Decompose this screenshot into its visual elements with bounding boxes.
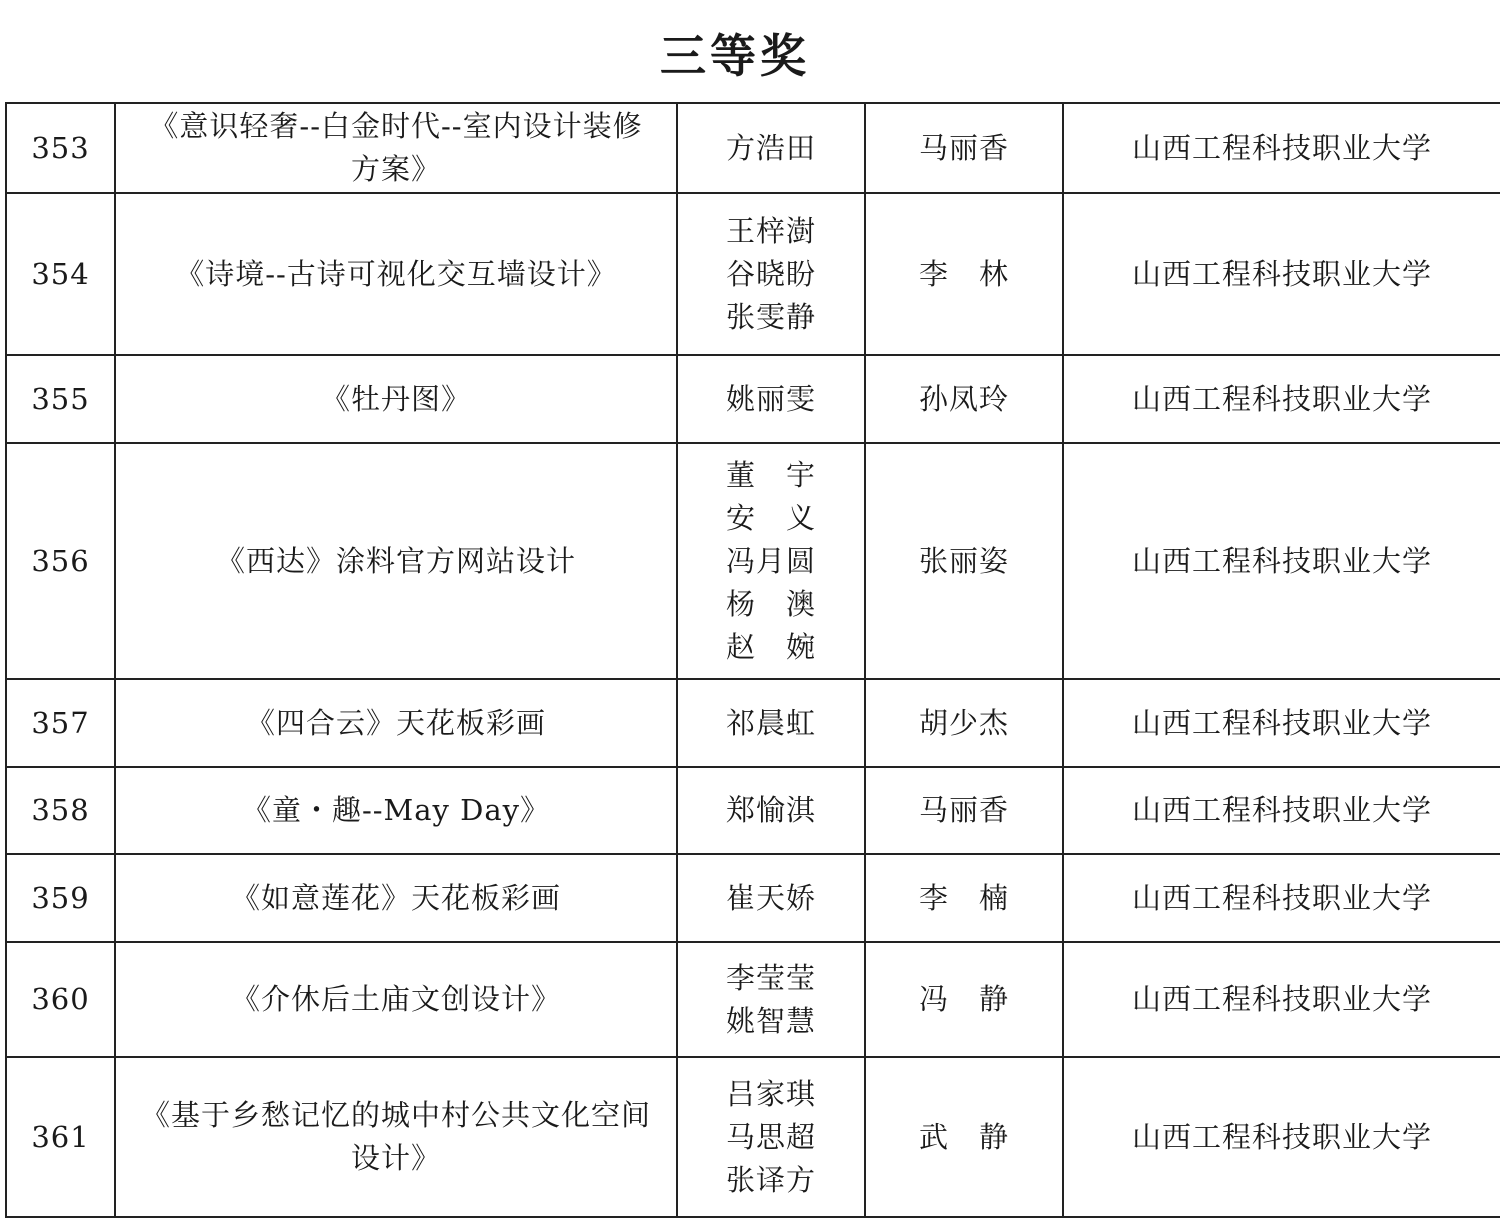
work-title-text: 《西达》涂料官方网站设计 [215,543,576,578]
author-name: 王梓澍 [725,213,816,248]
entry-number: 353 [6,103,115,193]
author-name: 董 宇 [725,457,816,492]
work-title [115,942,677,1057]
authors-cell [677,679,865,767]
authors-cell [677,767,865,854]
entry-number: 358 [6,767,115,854]
authors-cell [677,1057,865,1217]
author-name: 崔天娇 [725,880,816,915]
advisor-name: 马丽香 [865,103,1063,193]
work-title-text: 《意识轻奢--白金时代--室内设计装修方案》 [149,109,643,186]
entry-number: 361 [6,1057,115,1217]
author-name: 李莹莹 [725,960,816,995]
school-name: 山西工程科技职业大学 [1063,1057,1500,1217]
advisor-name: 张丽姿 [865,443,1063,679]
advisor-name: 李 楠 [865,854,1063,942]
entry-number: 360 [6,942,115,1057]
table-row [6,854,1500,942]
entry-number: 356 [6,443,115,679]
advisor-name: 李 林 [865,193,1063,355]
authors-cell [677,443,865,679]
table-row [6,679,1500,767]
table-row [6,355,1500,443]
work-title [115,767,677,854]
author-name: 安 义 [725,500,816,535]
table-row [6,942,1500,1057]
work-title [115,443,677,679]
work-title-text: 《介休后土庙文创设计》 [230,982,561,1016]
work-title [115,679,677,767]
table-row [6,103,1500,193]
advisor-name: 冯 静 [865,942,1063,1057]
work-title [115,103,677,193]
author-name: 姚智慧 [725,1003,816,1038]
author-name: 方浩田 [725,130,816,165]
work-title [115,1057,677,1217]
authors-cell [677,854,865,942]
advisor-name: 孙凤玲 [865,355,1063,443]
work-title-text: 《童・趣--May Day》 [241,793,551,827]
work-title-text: 《诗境--古诗可视化交互墙设计》 [175,256,617,291]
work-title-text: 《如意莲花》天花板彩画 [230,880,561,915]
author-name: 冯月圆 [725,543,816,578]
school-name: 山西工程科技职业大学 [1063,854,1500,942]
school-name: 山西工程科技职业大学 [1063,767,1500,854]
school-name: 山西工程科技职业大学 [1063,193,1500,355]
author-name: 张雯静 [725,299,816,334]
table-row [6,193,1500,355]
work-title [115,193,677,355]
author-name: 马思超 [725,1119,816,1154]
table-row [6,1057,1500,1217]
page-title: 三等奖 [660,29,810,83]
school-name: 山西工程科技职业大学 [1063,679,1500,767]
authors-cell [677,355,865,443]
school-name: 山西工程科技职业大学 [1063,103,1500,193]
author-name: 张译方 [725,1162,816,1197]
work-title-text: 《牡丹图》 [320,381,471,416]
advisor-name: 胡少杰 [865,679,1063,767]
authors-cell [677,942,865,1057]
authors-cell [677,193,865,355]
author-name: 祁晨虹 [725,705,816,740]
awards-table [5,102,1500,1218]
author-name: 谷晓盼 [725,256,816,291]
work-title [115,355,677,443]
author-name: 姚丽雯 [725,381,816,416]
school-name: 山西工程科技职业大学 [1063,443,1500,679]
school-name: 山西工程科技职业大学 [1063,355,1500,443]
author-name: 吕家琪 [725,1076,816,1111]
entry-number: 355 [6,355,115,443]
entry-number: 359 [6,854,115,942]
work-title-text: 《基于乡愁记忆的城中村公共文化空间设计》 [140,1098,651,1175]
advisor-name: 武 静 [865,1057,1063,1217]
school-name: 山西工程科技职业大学 [1063,942,1500,1057]
table-row [6,767,1500,854]
work-title [115,854,677,942]
work-title-text: 《四合云》天花板彩画 [245,705,546,740]
entry-number: 354 [6,193,115,355]
author-name: 赵 婉 [725,629,816,664]
author-name: 杨 澳 [725,586,816,621]
table-row [6,443,1500,679]
authors-cell [677,103,865,193]
author-name: 郑愉淇 [725,793,816,827]
entry-number: 357 [6,679,115,767]
advisor-name: 马丽香 [865,767,1063,854]
